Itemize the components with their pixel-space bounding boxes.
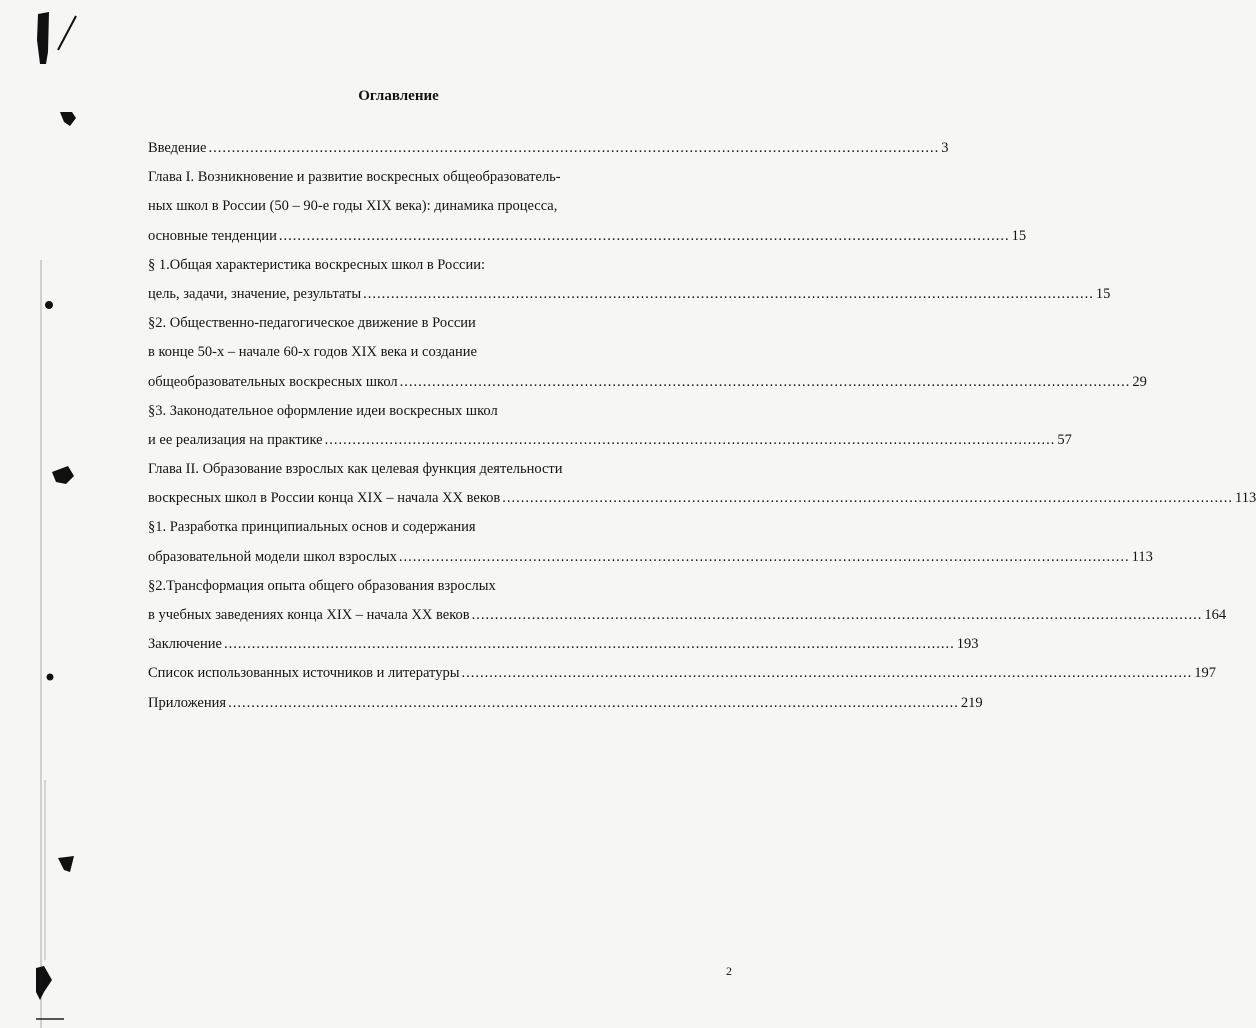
toc-entry-text: §2. Общественно-педагогическое движение в России xyxy=(148,315,476,332)
dot-leader xyxy=(279,222,1010,251)
toc-entry-text: в конце 50-х – начале 60-х годов XIX века и создание xyxy=(148,344,477,361)
toc-entry-text: Глава II. Образование взрослых как целевая функция деятельности xyxy=(148,461,563,478)
dot-leader xyxy=(502,484,1233,513)
toc-entry xyxy=(148,601,1227,630)
toc-entry-page: 15 xyxy=(1095,285,1111,302)
toc-entry-page: 113 xyxy=(1131,548,1153,565)
ink-stroke-top xyxy=(58,16,76,50)
ink-blot-bottom xyxy=(36,966,52,1000)
toc-entry xyxy=(148,426,1072,455)
toc-entry-text: воскресных школ в России конца XIX – начала XX веков xyxy=(148,490,501,507)
toc-entry xyxy=(148,659,1216,688)
toc-entry-text: §3. Законодательное оформление идеи воскресных школ xyxy=(148,402,498,419)
toc-entry-text: образовательной модели школ взрослых xyxy=(148,548,397,565)
table-of-contents xyxy=(148,134,1256,718)
toc-entry-text: основные тенденции xyxy=(148,227,277,244)
toc-entry-text: Приложения xyxy=(148,694,227,711)
toc-entry-page: 164 xyxy=(1204,607,1227,623)
toc-entry-text: Список использованных источников и литературы xyxy=(148,665,460,682)
toc-entry xyxy=(148,368,1147,397)
toc-entry xyxy=(148,543,1153,572)
toc-entry xyxy=(148,338,726,367)
toc-entry-page: 219 xyxy=(960,694,983,711)
toc-entry-text: Заключение xyxy=(148,636,222,653)
ink-blot-lower xyxy=(58,856,74,872)
toc-entry xyxy=(148,689,983,718)
toc-entry-text: ных школ в России (50 – 90-е годы XIX века): динамика процесса, xyxy=(148,198,558,215)
toc-entry-page: 57 xyxy=(1057,431,1072,448)
toc-entry xyxy=(148,192,726,221)
page-number: 2 xyxy=(726,964,732,978)
toc-entry xyxy=(148,134,949,163)
dot-leader xyxy=(472,601,1203,630)
toc-entry-text: цель, задачи, значение, результаты xyxy=(148,285,362,302)
toc-entry-text: и ее реализация на практике xyxy=(148,431,323,448)
dot-leader xyxy=(224,630,955,659)
toc-entry xyxy=(148,251,726,280)
toc-entry-page: 113 xyxy=(1235,490,1256,507)
page-title: Оглавление xyxy=(358,88,439,104)
toc-entry-page: 197 xyxy=(1194,665,1216,682)
toc-entry xyxy=(148,222,1027,251)
toc-entry-page: 29 xyxy=(1132,373,1147,390)
ink-blot-upper xyxy=(60,112,76,126)
toc-entry xyxy=(148,397,726,426)
toc-entry xyxy=(148,572,726,601)
dot-leader xyxy=(228,689,959,718)
toc-entry-page: 15 xyxy=(1011,227,1027,244)
dot-leader xyxy=(325,426,1056,455)
dot-leader xyxy=(399,543,1130,572)
toc-entry-text: общеобразовательных воскресных школ xyxy=(148,373,398,390)
ink-blot-middle xyxy=(52,466,74,484)
toc-entry xyxy=(148,513,726,542)
toc-entry-text: § 1.Общая характеристика воскресных школ в России: xyxy=(148,256,486,273)
toc-entry-page: 193 xyxy=(956,636,979,653)
toc-entry xyxy=(148,309,726,338)
ink-blot-top xyxy=(37,12,49,64)
dot-leader xyxy=(461,659,1192,688)
dot-leader xyxy=(208,134,939,163)
toc-entry-text: §2.Трансформация опыта общего образования взрослых xyxy=(148,577,496,594)
toc-entry-text: Глава I. Возникновение и развитие воскресных общеобразователь- xyxy=(148,169,561,186)
toc-entry-page: 3 xyxy=(941,140,949,156)
toc-entry xyxy=(148,484,1256,513)
dot-leader xyxy=(400,368,1131,397)
ink-dot-margin xyxy=(45,301,53,309)
toc-entry xyxy=(148,455,726,484)
toc-entry-text: в учебных заведениях конца XIX – начала XX веков xyxy=(148,607,470,623)
toc-entry xyxy=(148,630,979,659)
toc-entry-text: §1. Разработка принципиальных основ и содержания xyxy=(148,519,476,536)
toc-entry xyxy=(148,163,726,192)
ink-dot-lower xyxy=(47,674,54,681)
dot-leader xyxy=(363,280,1094,309)
toc-entry xyxy=(148,280,1111,309)
toc-entry-text: Введение xyxy=(148,140,207,156)
